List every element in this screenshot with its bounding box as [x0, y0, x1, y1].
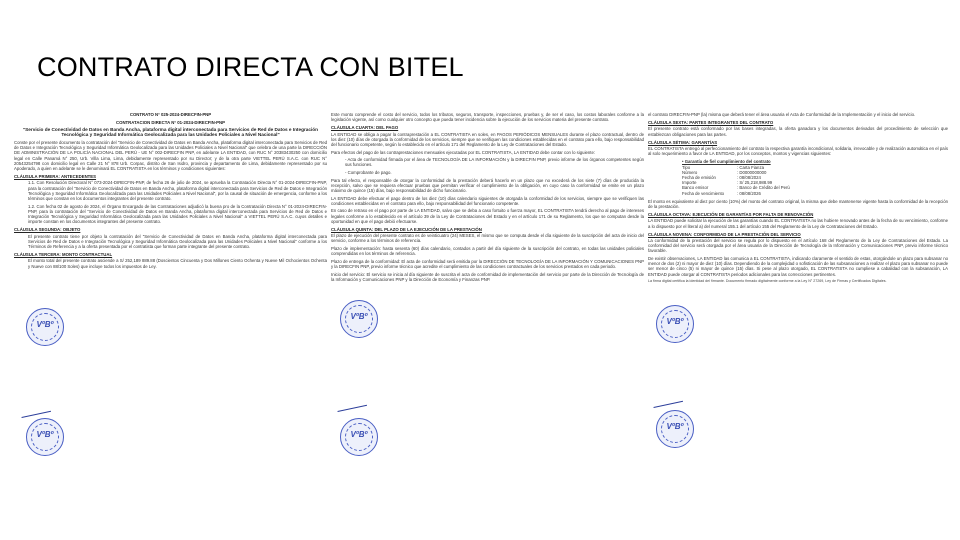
clause-5-text-4: Inicio del servicio: El servicio se inicia al día siguiente de suscrita el acta de conformidad de implementación del servicio por parte de la Dirección de Tecnología de la Información y Comunicaciones PNP y la Dirección de Economía y Finanzas PNP.: [331, 271, 644, 282]
guarantee-label: Banco emisor: [682, 185, 709, 191]
clause-5-text-3: Plazo de entrega de la conformidad: El acta de conformidad será emitida por la DIRECCIÓN DE TECNOLOGÍA DE LA INFORMACIÓN Y COMUNICACIONES PNP y la DIRECFIN PNP, previo informe técnico que acredite el cumplimiento de las condiciones contractuales de los servicios prestados en cada periodo.: [331, 258, 644, 269]
clause-4-text-4: En caso de retraso en el pago por parte de LA ENTIDAD, salvo que se deba a caso fortuito o fuerza mayor, EL CONTRATISTA tendrá derecho al pago de intereses legales conforme a lo establecido en el artículo 39 de la Ley de Contrataciones del Estado y en el artículo 171 de su Reglamento, los que se computan desde la oportunidad en que el pago debió efectuarse.: [331, 208, 644, 224]
clause-7-title: CLÁUSULA SÉTIMA: GARANTÍAS: [648, 139, 718, 145]
page2-intro: Este monto comprende el costo del servicio, todos los tributos, seguros, transporte, inspecciones, pruebas y, de ser el caso, los costos laborales conforme a la legislación vigente, así como cualquier otro concepto que pueda tener incidencia sobre la ejecución de los servicios materia del presente contrato.: [331, 112, 644, 123]
page3-intro: el contrato DIRECFIN-PNP (la) misma que deberá tener el área usuaria el Acta de Conformidad de la Implementación y el inicio del servicio.: [648, 112, 916, 117]
guarantee-label: Fecha de emisión: [682, 175, 716, 181]
clause-9-text-2: De existir observaciones, LA ENTIDAD las comunica a EL CONTRATISTA, indicando claramente el sentido de estas, otorgándole un plazo para subsanar no menor de dos (2) ni mayor de diez (10) días. Dependiendo de la complejidad o sofisticación de las subsanaciones a realizar el plazo para subsanar no puede ser menor de cinco (5) ni mayor de quince (15) días. Si pese al plazo otorgado, EL CONTRATISTA no cumpliese a cabalidad con la subsanación, LA ENTIDAD puede otorgar al CONTRATISTA periodos adicionales para las correcciones pertinentes.: [648, 256, 948, 277]
clause-1-text-b: 1.2. Con fecha 02 de agosto de 2024, el Órgano Encargado de las Contrataciones adjudicó la buena pro de la Contratación Directa N° 01-2024-DIRECFIN-PNP, para la contratación del "Servicio de Conectividad de Datos en Banda Ancha, plataforma digital interconectada para Servicios de Red de Datos e Integración Tecnológica y Seguridad Informática Geolocalizada para las Unidades Policiales a Nivel Nacional" a VIETTEL PERÚ S.A.C. cuyos detalles e importe constan en los documentos integrantes del presente contrato.: [28, 203, 327, 225]
clause-2-text: El presente contrato tiene por objeto la contratación del "Servicio de Conectividad de Datos en Banda Ancha, plataforma digital interconectada para Servicios de Red de Datos e Integración Tecnológica y Seguridad Informática Geolocalizada para las Unidades Policiales a Nivel Nacional" conforme a los Términos de Referencia y a la oferta presentada por el contratista que forman parte integrante del presente contrato.: [28, 233, 327, 250]
guarantee-row: [682, 191, 948, 196]
slide-title: CONTRATO DIRECTA CON BITEL: [37, 52, 464, 82]
guarantee-value: : Banco de Crédito del Perú: [737, 185, 790, 191]
official-seal-icon: VºBº: [340, 418, 378, 456]
guarantee-table: [682, 159, 948, 195]
clause-7-text: EL CONTRATISTA entregó al perfeccionamiento del contrato la respectiva garantía incondicional, solidaria, irrevocable y de realización automática en el país al solo requerimiento a favor de LA ENTIDAD, por los conceptos, montos y vigencias siguientes:: [648, 146, 948, 157]
guarantee-label: Fecha de vencimiento: [682, 190, 725, 196]
guarantee-title: • Garantía de fiel cumplimiento del contrato: [682, 159, 771, 165]
direct-contract-number: CONTRATACION DIRECTA N° 01-2024-DIRECFIN-PNP: [116, 119, 225, 125]
clause-3-text: El monto total del presente contrato asciende a S/ 252,189 889.88 (Doscientos Cincuenta y Dos Millones Ciento Ochenta y Nueve Mil Ochocientos Ochenta y Nueve con 88/100 Soles) que incluye todos los impuestos de Ley.: [28, 258, 327, 269]
clause-8-title: CLÁUSULA OCTAVA: EJECUCIÓN DE GARANTÍAS POR FALTA DE RENOVACIÓN: [648, 212, 814, 218]
clause-4-title: CLÁUSULA CUARTA: DEL PAGO: [331, 125, 399, 131]
clause-4-text-2: Para tal efecto, el responsable de otorgar la conformidad de la prestación deberá hacerlo en un plazo que no excederá de los siete (7) días de producida la recepción, salvo que se requiera efectuar pruebas que permitan verificar el cumplimiento de la obligación, en cuyo caso la conformidad se emite en un plazo máximo de quince (15) días, bajo responsabilidad de dicho funcionario.: [331, 177, 644, 193]
guarantee-value: : S/ 25,218,988.99: [737, 180, 773, 186]
clause-9-title: CLÁUSULA NOVENA: CONFORMIDAD DE LA PRESTACIÓN DEL SERVICIO: [648, 231, 801, 237]
clause-4-item-2: - Comprobante de pago.: [345, 170, 392, 175]
clause-6-text: El presente contrato está conformado por las bases integradas, la oferta ganadora y los documentos derivados del procedimiento de selección que establezcan obligaciones para las partes.: [648, 126, 948, 137]
digital-signature-footnote: La firma digital certifica la identidad del firmante. Documento firmado digitalmente conforme a la Ley N° 27269, Ley de Firmas y Certificados Digitales.: [648, 279, 887, 284]
guarantee-label: Importe: [682, 180, 697, 186]
contract-number: CONTRATO N° 025-2024-DIRECFIN-PNP: [129, 112, 212, 117]
clause-4-item-1: - Acta de conformidad firmada por el área de TECNOLOGÍA DE LA INFORMACIÓN y la DIRECFIN PNP, previo informe de los órganos competentes según sus funciones.: [345, 157, 644, 168]
guarantee-value: : D0000000000: [737, 169, 767, 175]
clause-4-list-intro: Para efectos del pago de las contraprestaciones mensuales ejecutadas por EL CONTRATISTA, LA ENTIDAD debe contar con lo siguiente:: [331, 149, 596, 155]
official-seal-icon: VºBº: [656, 305, 694, 343]
official-seal-icon: VºBº: [26, 418, 64, 456]
guarantee-label: Número: [682, 169, 698, 175]
intro-paragraph: Conste por el presente documento la contratación del "Servicio de Conectividad de Datos en Banda Ancha, plataforma digital interconectada para Servicios de Red de Datos e Integración Tecnológica y Seguridad Informática Geolocalizada para las Unidades Policiales a Nivel Nacional" que celebra de una parte la DIRECCIÓN DE ADMINISTRACIÓN DE LA POLICÍA NACIONAL DEL PERÚ - UE N° 002-DIRECFIN PNP, en adelante LA ENTIDAD, con RUC N° 20383430250 con domicilio legal en Calle Panamá N° 250, Urb. Villa Lima, Lima, debidamente representado por su Director; y de la otra parte VIETTEL PERÚ S.A.C. con RUC N° 20543254798 con domicilio legal en Calle 21 N° 878 Urb. Corpac, distrito de San Isidro, provincia y departamento de Lima, debidamente representado por su Apoderado, a quien en adelante se le denominará EL CONTRATISTA en los términos y condiciones siguientes:: [14, 139, 327, 171]
clause-1-text-a: 1.1. Con Resolución Directoral N° 073-2024-DIRECFIN-PNP, de fecha 26 de julio de 2024, se aprueba la Contratación Directa N° 01-2024-DIRECFIN-PNP, para la contratación del "Servicio de Conectividad de Datos en Banda Ancha, plataforma digital interconectada para Servicios de Red de Datos e Integración Tecnológica y Seguridad Informática Geolocalizada para las Unidades Policiales a Nivel Nacional", por la causal de situación de emergencia, conforme a los términos que constan en los documentos integrantes del presente contrato.: [28, 180, 327, 202]
clause-5-text: El plazo de ejecución del presente contrato es de veinticuatro (24) MESES, el mismo que se computa desde el día siguiente de la suscripción del acta de inicio del servicio, conforme a los términos de referencia.: [331, 233, 644, 244]
official-seal-icon: VºBº: [340, 300, 378, 338]
clause-1-title: CLÁUSULA PRIMERA: ANTECEDENTES: [14, 174, 97, 180]
clause-9-text: La conformidad de la prestación del servicio se regula por lo dispuesto en el artículo 168 del Reglamento de la Ley de Contrataciones del Estado. La conformidad del servicio será otorgada por el área usuaria de la Dirección de Tecnología de la Información y Comunicaciones PNP, previo informe técnico favorable.: [648, 238, 948, 254]
official-seal-icon: VºBº: [656, 410, 694, 448]
clause-5-title: CLÁUSULA QUINTA: DEL PLAZO DE LA EJECUCIÓN DE LA PRESTACIÓN: [331, 227, 482, 232]
clause-5-text-2: Plazo de implementación: hasta sesenta (60) días calendario, contados a partir del día siguiente de la suscripción del contrato, en todas las unidades policiales comprendidas en los términos de referencia.: [331, 246, 644, 257]
contract-page-2: [331, 112, 644, 534]
clause-4-text-3: LA ENTIDAD debe efectuar el pago dentro de los diez (10) días calendario siguientes de otorgada la conformidad de los servicios, siempre que se verifiquen las condiciones establecidas en el contrato para ello, bajo responsabilidad del funcionario competente.: [331, 195, 644, 206]
service-title: "Servicio de Conectividad de Datos en Banda Ancha, plataforma digital interconectada para Servicios de Red de Datos e Integración Tecnológica y Seguridad Informática Geolocalizada para las Unidades Policiales a Nivel Nacional": [22, 127, 319, 138]
clause-4-text: LA ENTIDAD se obliga a pagar la contraprestación a EL CONTRATISTA en soles, en PAGOS PERIÓDICOS MENSUALES durante el plazo contractual, dentro de los diez (10) días de otorgada la conformidad de los servicios, siempre que se verifiquen las condiciones establecidas en el contrato para ello, bajo responsabilidad del funcionario competente, según lo establecido en el artículo 171 del Reglamento de la Ley de Contrataciones del Estado.: [331, 131, 644, 148]
guarantee-value: : 08/08/2026: [737, 190, 761, 196]
clause-2-title: CLÁUSULA SEGUNDA: OBJETO: [14, 227, 81, 233]
clause-6-title: CLÁUSULA SEXTA: PARTES INTEGRANTES DEL CONTRATO: [648, 120, 774, 126]
clause-8-text: LA ENTIDAD puede solicitar la ejecución de las garantías cuando EL CONTRATISTA no las hubiere renovado antes de la fecha de su vencimiento, conforme a lo dispuesto por el literal a) del numeral 155.1 del artículo 155 del Reglamento de la Ley de Contrataciones del Estado.: [648, 218, 948, 229]
official-seal-icon: VºBº: [26, 308, 64, 346]
clause-3-title: CLÁUSULA TERCERA: MONTO CONTRACTUAL: [14, 252, 113, 258]
guarantee-value: : Carta Fianza: [737, 164, 764, 170]
clause-7-text-2: El monto es equivalente al diez por ciento (10%) del monto del contrato original, la misma que debe mantenerse vigente hasta la conformidad de la recepción de la prestación.: [648, 198, 948, 210]
guarantee-label: Tipo: [682, 164, 691, 170]
guarantee-value: : 08/08/2024: [737, 175, 761, 181]
